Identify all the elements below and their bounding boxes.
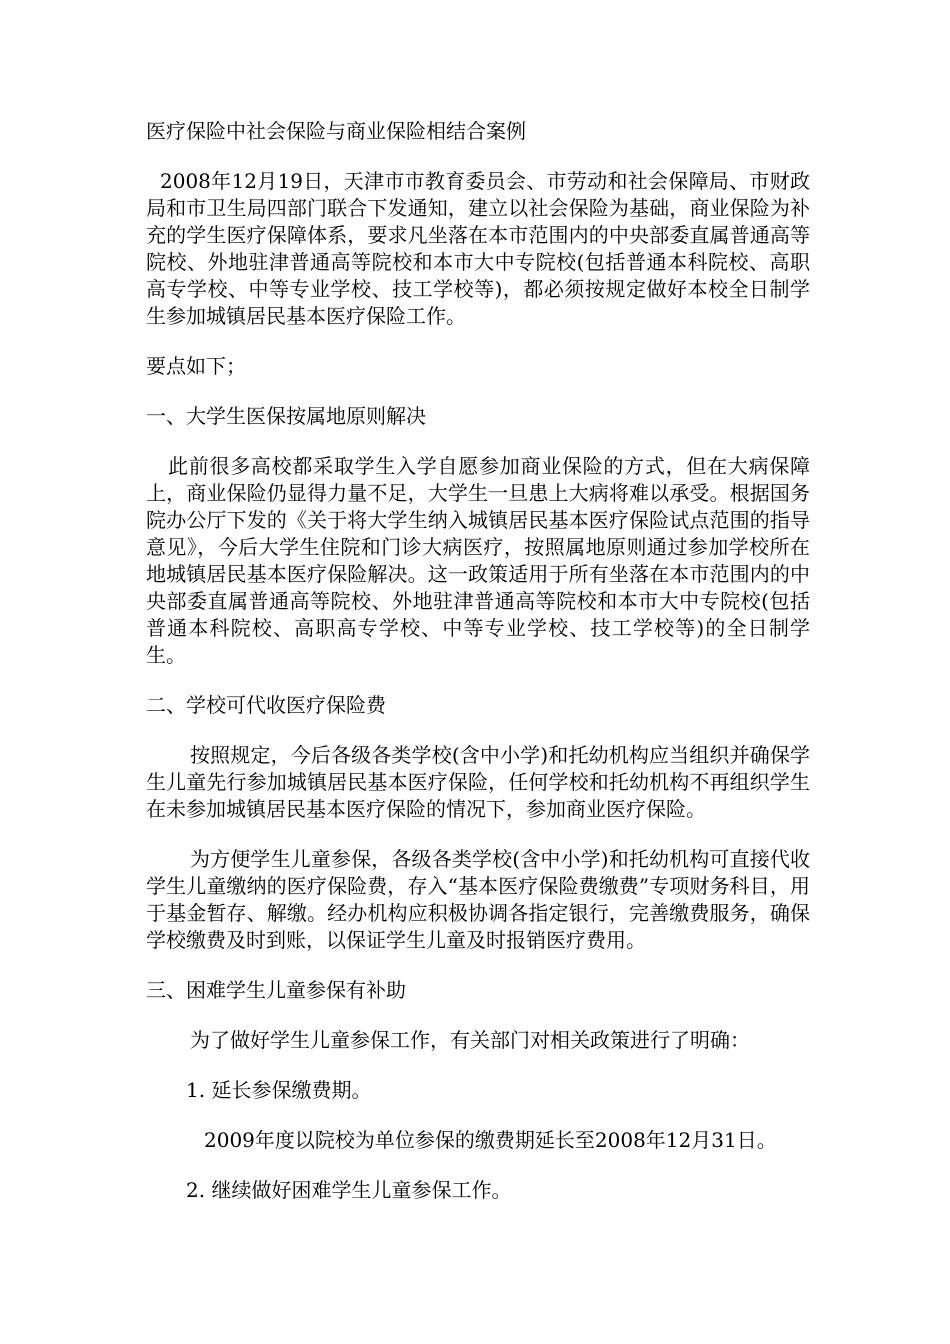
section1-body: 此前很多高校都采取学生入学自愿参加商业保险的方式，但在大病保障上，商业保险仍显得力量不足，大学生一旦患上大病将难以承受。根据国务院办公厅下发的《关于将大学生纳入城镇居民基本医疗保险试点范围的指导意见》，今后大学生住院和门诊大病医疗，按照属地原则通过参加学校所在地城镇居民基本医疗保险解决。这一政策适用于所有坐落在本市范围内的中央部委直属普通高等院校、外地驻津普通高等院校和本市大中专院校(包括普通本科院校、高职高专学校、中等专业学校、技工学校等)的全日制学生。 xyxy=(146,454,810,667)
section2-body-1: 按照规定，今后各级各类学校(含中小学)和托幼机构应当组织并确保学生儿童先行参加城镇居民基本医疗保险，任何学校和托幼机构不再组织学生在未参加城镇居民基本医疗保险的情况下，参加商业医疗保险。 xyxy=(146,743,810,821)
document-title: 医疗保险中社会保险与商业保险相结合案例 xyxy=(146,119,526,143)
section2-heading: 二、学校可代收医疗保险费 xyxy=(146,693,386,717)
list-item-1-body: 2009年度以院校为单位参保的缴费期延长至2008年12月31日。 xyxy=(204,1128,777,1152)
section3-body: 为了做好学生儿童参保工作，有关部门对相关政策进行了明确： xyxy=(190,1028,750,1052)
list-item-2-label: 2. 继续做好困难学生儿童参保工作。 xyxy=(186,1178,512,1202)
list-item-1-label: 1. 延长参保缴费期。 xyxy=(186,1078,372,1102)
document-page xyxy=(146,118,810,1204)
intro-paragraph: 2008年12月19日，天津市市教育委员会、市劳动和社会保障局、市财政局和市卫生局四部门联合下发通知，建立以社会保险为基础，商业保险为补充的学生医疗保障体系，要求凡坐落在本市范围内的中央部委直属普通高等院校、外地驻津普通高等院校和本市大中专院校(包括普通本科院校、高职高专学校、中等专业学校、技工学校等)，都必须按规定做好本校全日制学生参加城镇居民基本医疗保险工作。 xyxy=(146,169,810,328)
section3-list xyxy=(146,1077,810,1204)
section1-heading: 一、大学生医保按属地原则解决 xyxy=(146,404,426,428)
points-label: 要点如下； xyxy=(146,354,246,378)
section3-heading: 三、困难学生儿童参保有补助 xyxy=(146,978,406,1002)
section2-body-2: 为方便学生儿童参保，各级各类学校(含中小学)和托幼机构可直接代收学生儿童缴纳的医疗保险费，存入“基本医疗保险费缴费”专项财务科目，用于基金暂存、解缴。经办机构应积极协调各指定银行，完善缴费服务，确保学校缴费及时到账，以保证学生儿童及时报销医疗费用。 xyxy=(146,847,810,952)
